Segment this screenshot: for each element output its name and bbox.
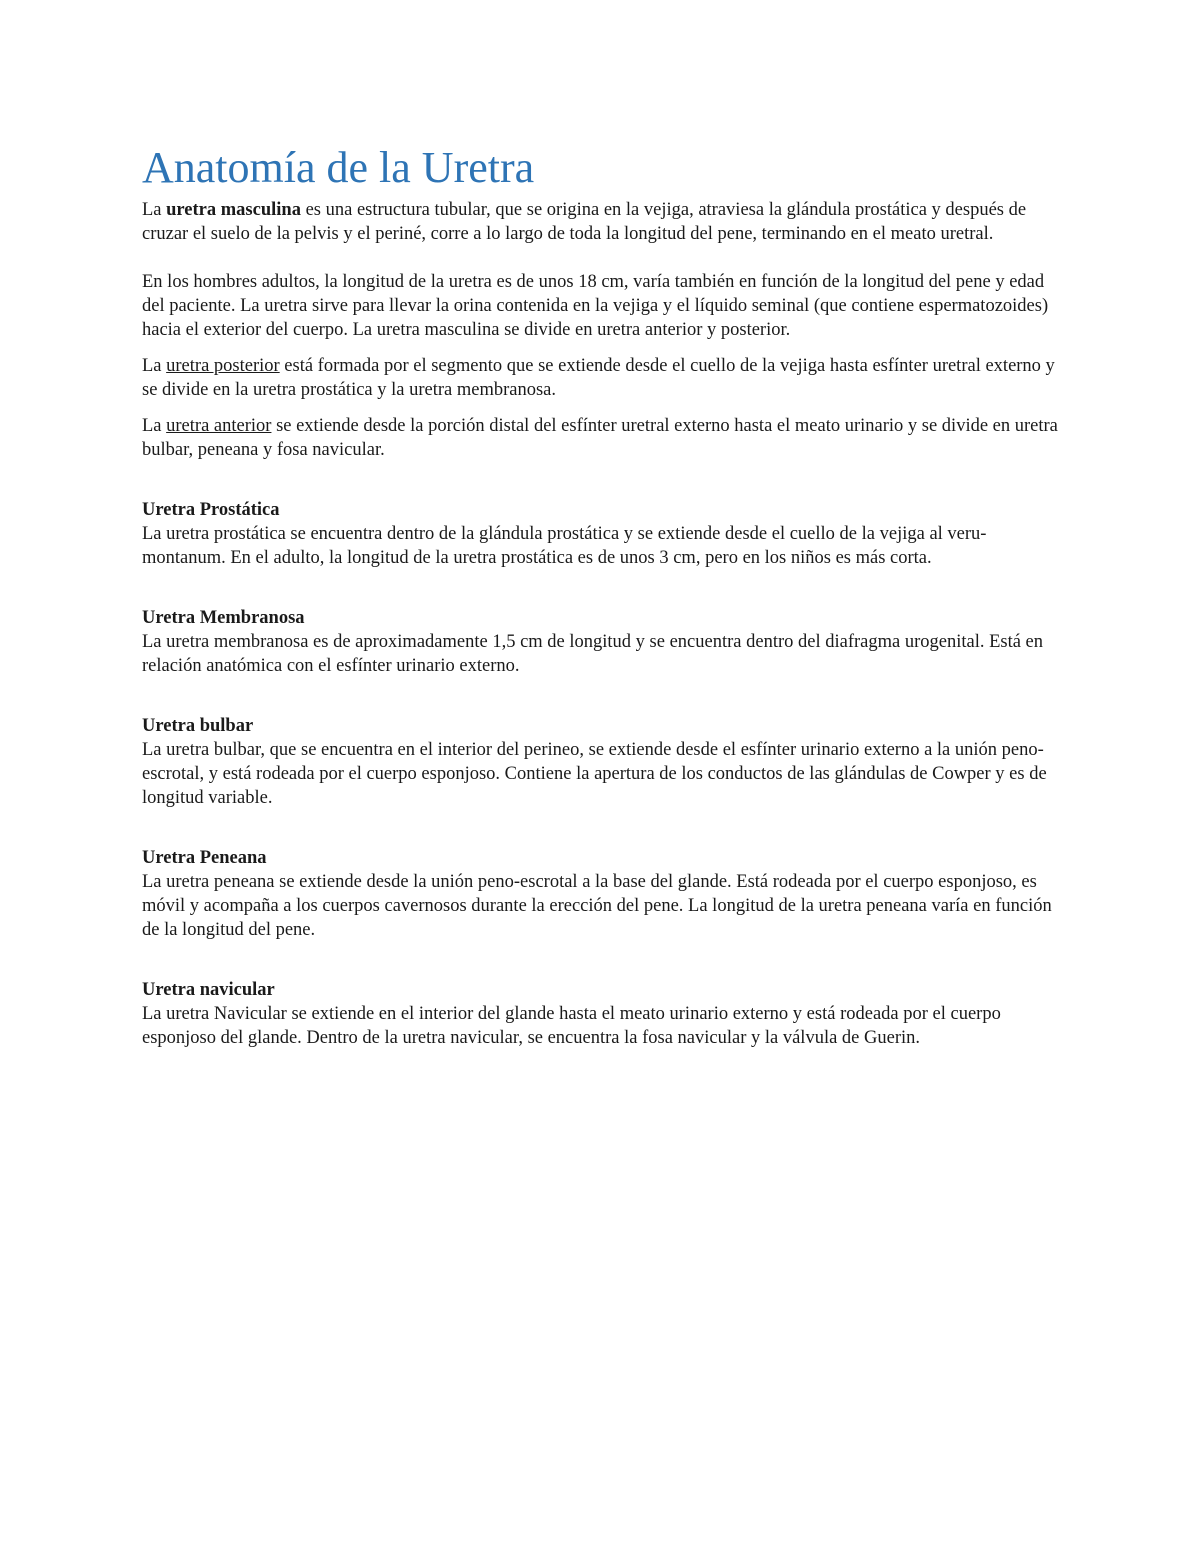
- document-title: Anatomía de la Uretra: [142, 143, 535, 192]
- intro-p3-rest: está formada por el segmento que se extiende desde el cuello de la vejiga hasta esfínter uretral externo y se divide en la uretra prostática y la uretra membranosa.: [142, 356, 1055, 400]
- spacer: [142, 678, 1062, 714]
- document-page: [142, 140, 1062, 1050]
- section-text-peneana: La uretra peneana se extiende desde la unión peno-escrotal a la base del glande. Está rodeada por el cuerpo esponjoso, es móvil y acompaña a los cuerpos cavernosos durante la erección del pene. La longitud de la uretra peneana varía en función de la longitud del pene.: [142, 872, 1052, 940]
- intro-p4-lead: La: [142, 416, 167, 436]
- intro-p1-bold-term: uretra masculina: [166, 200, 301, 220]
- intro-paragraph-2: En los hombres adultos, la longitud de la uretra es de unos 18 cm, varía también en función de la longitud del pene y edad del paciente. La uretra sirve para llevar la orina contenida en la vejiga y el líquido seminal (que contiene espermatozoides) hacia el exterior del cuerpo. La uretra masculina se divide en uretra anterior y posterior.: [142, 272, 1049, 340]
- intro-paragraph-3: [142, 354, 1062, 402]
- spacer: [142, 342, 1062, 354]
- spacer: [142, 942, 1062, 978]
- section-heading-navicular: Uretra navicular: [142, 980, 275, 1000]
- section-heading-bulbar: Uretra bulbar: [142, 716, 254, 736]
- section-text-prostatica: La uretra prostática se encuentra dentro de la glándula prostática y se extiende desde el cuello de la vejiga al veru-montanum. En el adulto, la longitud de la uretra prostática es de unos 3 cm, pero en los niños es más corta.: [142, 524, 987, 568]
- spacer: [142, 462, 1062, 498]
- intro-paragraph-4: [142, 414, 1062, 462]
- section-heading-peneana: Uretra Peneana: [142, 848, 267, 868]
- spacer: [142, 246, 1062, 270]
- section-text-navicular: La uretra Navicular se extiende en el interior del glande hasta el meato urinario externo y está rodeada por el cuerpo esponjoso del glande. Dentro de la uretra navicular, se encuentra la fosa navicular y la válvula de Guerin.: [142, 1004, 1001, 1048]
- spacer: [142, 570, 1062, 606]
- section-heading-membranosa: Uretra Membranosa: [142, 608, 305, 628]
- section-heading-prostatica: Uretra Prostática: [142, 500, 280, 520]
- intro-paragraph-1: [142, 198, 1062, 246]
- intro-p1-rest: es una estructura tubular, que se origina en la vejiga, atraviesa la glándula prostática y después de cruzar el suelo de la pelvis y el periné, corre a lo largo de toda la longitud del pene, terminando en el meato uretral.: [142, 200, 1027, 244]
- section-text-membranosa: La uretra membranosa es de aproximadamente 1,5 cm de longitud y se encuentra dentro del diafragma urogenital. Está en relación anatómica con el esfínter urinario externo.: [142, 632, 1044, 676]
- intro-p1-lead: La: [142, 200, 167, 220]
- intro-p4-underlined-term: uretra anterior: [166, 416, 272, 436]
- intro-p3-underlined-term: uretra posterior: [166, 356, 280, 376]
- section-text-bulbar: La uretra bulbar, que se encuentra en el interior del perineo, se extiende desde el esfínter urinario externo a la unión peno-escrotal, y está rodeada por el cuerpo esponjoso. Contiene la apertura de los conductos de las glándulas de Cowper y es de longitud variable.: [142, 740, 1047, 808]
- intro-p4-rest: se extiende desde la porción distal del esfínter uretral externo hasta el meato urinario y se divide en uretra bulbar, peneana y fosa navicular.: [142, 416, 1058, 460]
- spacer: [142, 402, 1062, 414]
- intro-p3-lead: La: [142, 356, 167, 376]
- spacer: [142, 810, 1062, 846]
